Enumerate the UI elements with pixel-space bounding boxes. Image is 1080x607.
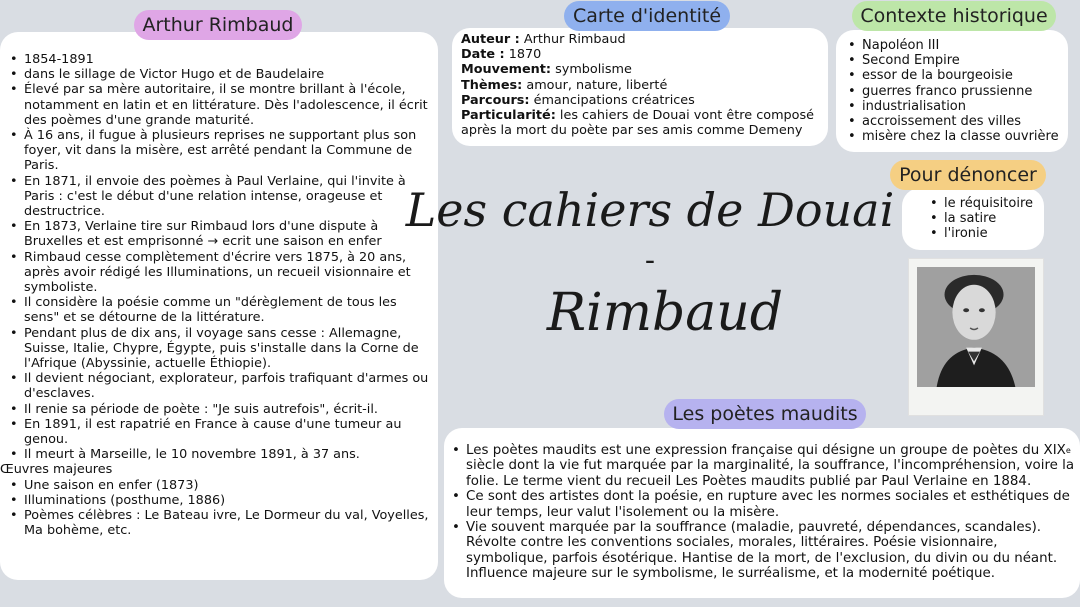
- identity-label: Auteur :: [461, 32, 520, 47]
- list-item: • Élevé par sa mère autoritaire, il se montre brillant à l'école, notamment en latin et en littérature. Dès l'adolescence, il écrit des poèmes d'une grande maturité.: [8, 82, 432, 128]
- portrait-photo: [908, 258, 1044, 416]
- list-item: • l'ironie: [928, 226, 1044, 241]
- list-item: • Il considère la poésie comme un "dérèglement de tous les sens" et se détourne de la littérature.: [8, 295, 432, 325]
- main-title: [405, 158, 895, 378]
- identity-value: les cahiers de Douai vont être composé après la mort du poète par ses amis comme Demeny: [461, 108, 815, 139]
- identity-label: Mouvement:: [461, 62, 552, 78]
- list-item: • Second Empire: [846, 53, 1064, 68]
- list-item: • Une saison en enfer (1873): [8, 478, 432, 493]
- list-item: • En 1873, Verlaine tire sur Rimbaud lors d'une dispute à Bruxelles et est emprisonné → ecrit une saison en enfer: [8, 219, 432, 249]
- identity-value: symbolisme: [551, 62, 632, 78]
- denounce-heading: Pour dénoncer: [890, 160, 1046, 190]
- rimbaud-heading: Arthur Rimbaud: [134, 10, 302, 40]
- biography-list: [8, 52, 432, 462]
- list-item: • accroissement des villes: [846, 114, 1064, 129]
- list-item: • misère chez la classe ouvrière: [846, 129, 1064, 144]
- list-item: • Il renie sa période de poète : "Je suis autrefois", écrit-il.: [8, 402, 432, 417]
- poets-text: Les poètes maudits est une expression française qui désigne un groupe de poètes du XIX: [466, 443, 1066, 458]
- list-item: [450, 443, 1076, 489]
- context-list: [846, 38, 1064, 144]
- identity-card: [452, 28, 828, 146]
- identity-row-particularity: [461, 108, 820, 138]
- list-item: • essor de la bourgeoisie: [846, 68, 1064, 83]
- denounce-card: [902, 188, 1044, 250]
- list-item: • Il devient négociant, explorateur, parfois trafiquant d'armes ou d'esclaves.: [8, 371, 432, 401]
- list-item: • Illuminations (posthume, 1886): [8, 493, 432, 508]
- title-dash: -: [644, 243, 656, 278]
- biography-card: [0, 32, 438, 580]
- title-svg: [405, 158, 895, 378]
- list-item: • En 1891, il est rapatrié en France à cause d'une tumeur au genou.: [8, 417, 432, 447]
- poets-card: [444, 428, 1080, 598]
- identity-label: Thèmes:: [461, 77, 523, 93]
- identity-value: émancipations créatrices: [529, 92, 695, 108]
- list-item: • industrialisation: [846, 99, 1064, 114]
- list-item: • Poèmes célèbres : Le Bateau ivre, Le Dormeur du val, Voyelles, Ma bohème, etc.: [8, 508, 432, 538]
- identity-heading: Carte d'identité: [564, 1, 730, 31]
- denounce-list: [928, 196, 1044, 242]
- identity-row-author: [461, 32, 820, 47]
- list-item: • En 1871, il envoie des poèmes à Paul Verlaine, qui l'invite à Paris : c'est le début d'une relation intense, orageuse et destructrice.: [8, 174, 432, 220]
- list-item: • la satire: [928, 211, 1044, 226]
- list-item: • À 16 ans, il fugue à plusieurs reprises ne supportant plus son foyer, vit dans la misère, est arrêté pendant la Commune de Paris.: [8, 128, 432, 174]
- works-list: [8, 478, 432, 539]
- context-heading: Contexte historique: [852, 1, 1056, 31]
- list-item: • Ce sont des artistes dont la poésie, en rupture avec les normes sociales et esthétiques de leur temps, leur valut l'isolement ou la misère.: [450, 489, 1076, 520]
- list-item: • guerres franco prussienne: [846, 84, 1064, 99]
- identity-row-date: [461, 47, 820, 62]
- identity-row-movement: [461, 62, 820, 77]
- list-item: • 1854-1891: [8, 52, 432, 67]
- poets-text: siècle dont la vie fut marquée par la marginalité, la souffrance, l'incompréhension, voire la folie. Le terme vient du recueil Les Poètes maudits publié par Paul Verlaine en 1884.: [466, 458, 1075, 489]
- superscript: e: [1065, 446, 1071, 455]
- context-card: [836, 30, 1068, 152]
- list-item: • le réquisitoire: [928, 196, 1044, 211]
- identity-row-path: [461, 93, 820, 108]
- list-item: • Rimbaud cesse complètement d'écrire vers 1875, à 20 ans, après avoir rédigé les Illuminations, un recueil visionnaire et symboliste.: [8, 250, 432, 296]
- title-line-2: Rimbaud: [546, 283, 784, 343]
- title-line-1: Les cahiers de Douai: [405, 183, 895, 237]
- identity-value: amour, nature, liberté: [522, 77, 668, 93]
- identity-row-themes: [461, 78, 820, 93]
- list-item: • Napoléon III: [846, 38, 1064, 53]
- list-item: • Vie souvent marquée par la souffrance (maladie, pauvreté, dépendances, scandales). Révolte contre les conventions sociales, morales, littéraires. Poésie visionnaire, symbolique, parfois ésotérique. Hantise de la mort, de l'exclusion, du divin ou du néant. Influence majeure sur le symbolisme, le surréalisme, et la modernité poétique.: [450, 520, 1076, 582]
- list-item: • Il meurt à Marseille, le 10 novembre 1891, à 37 ans.: [8, 447, 432, 462]
- poets-heading: Les poètes maudits: [664, 399, 866, 429]
- identity-label: Parcours:: [461, 92, 530, 108]
- identity-label: Particularité:: [461, 108, 556, 124]
- list-item: • Pendant plus de dix ans, il voyage sans cesse : Allemagne, Suisse, Italie, Chypre, Égypte, puis s'installe dans la Corne de l'Afrique (Abyssinie, actuelle Éthiopie).: [8, 326, 432, 372]
- works-heading: Œuvres majeures: [0, 462, 113, 478]
- identity-value: Arthur Rimbaud: [519, 32, 626, 47]
- identity-value: 1870: [504, 47, 542, 63]
- poets-list: [450, 443, 1076, 582]
- list-item: • dans le sillage de Victor Hugo et de Baudelaire: [8, 67, 432, 82]
- identity-label: Date :: [461, 47, 505, 63]
- portrait-icon: [917, 267, 1035, 387]
